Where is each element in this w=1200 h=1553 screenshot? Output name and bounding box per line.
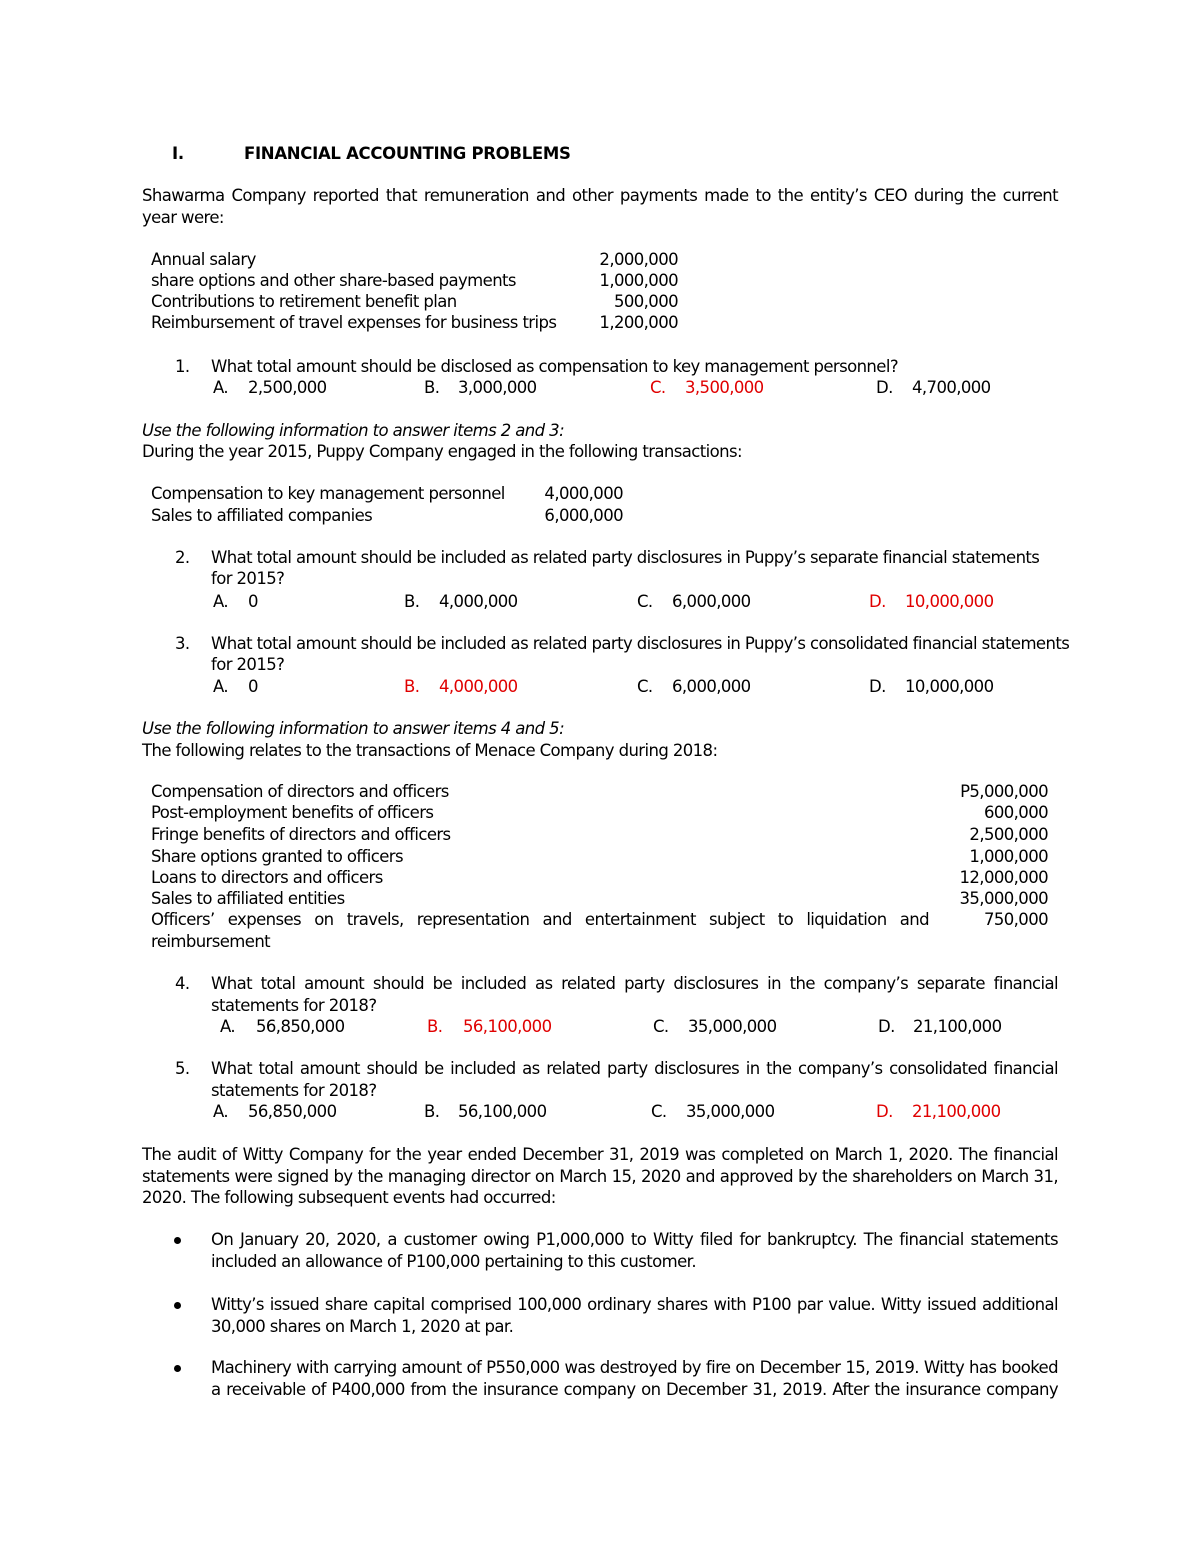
witty-paragraph: The audit of Witty Company for the year ended December 31, 2019 was completed on March 1, 2020. The financial statements were signed by the managing director on March 15, 2020 and approved by the shareholders on March 31, 2020. The following subsequent events had occurred: xyxy=(142,1145,1058,1207)
info-text-4-5: The following relates to the transactions of Menace Company during 2018: xyxy=(142,741,718,760)
table-row-label: Post-employment benefits of officers xyxy=(151,803,434,822)
table-row-value: 600,000 xyxy=(983,803,1048,822)
option-value: 56,100,000 xyxy=(458,1102,547,1121)
option-value-answer: 21,100,000 xyxy=(912,1102,1001,1121)
table-row-label: Fringe benefits of directors and officers xyxy=(151,825,451,844)
question-number: 5. xyxy=(175,1059,190,1078)
list-item: Machinery with carrying amount of P550,000 was destroyed by fire on December 15, 2019. Witty has booked a receivable of P400,000 from the insurance company on December 31, 2019. After the insurance company xyxy=(211,1358,1058,1399)
bullet-icon xyxy=(174,1295,184,1305)
intro-paragraph: Shawarma Company reported that remuneration and other payments made to the entity’s CEO during the current year were: xyxy=(142,186,1058,227)
option-value: 56,850,000 xyxy=(256,1017,345,1036)
question-text: What total amount should be included as related party disclosures in Puppy’s consolidated financial statements xyxy=(211,634,1070,653)
option-letter: C. xyxy=(651,1102,667,1121)
option-letter: A. xyxy=(213,1102,229,1121)
option-value-answer: 10,000,000 xyxy=(905,592,994,611)
table-row-value: 1,000,000 xyxy=(599,271,678,290)
option-letter-answer: D. xyxy=(869,592,886,611)
option-value: 35,000,000 xyxy=(688,1017,777,1036)
option-letter-answer: B. xyxy=(427,1017,443,1036)
table-row-label: Annual salary xyxy=(151,250,256,269)
table-row-value: 6,000,000 xyxy=(544,506,623,525)
option-letter: C. xyxy=(637,677,653,696)
table-row-value: 750,000 xyxy=(983,910,1048,929)
table-row-label: Sales to affiliated companies xyxy=(151,506,373,525)
section-title: FINANCIAL ACCOUNTING PROBLEMS xyxy=(244,144,571,163)
option-letter: D. xyxy=(876,378,893,397)
question-number: 2. xyxy=(175,548,190,567)
option-letter: C. xyxy=(637,592,653,611)
question-number: 3. xyxy=(175,634,190,653)
option-value: 6,000,000 xyxy=(672,592,751,611)
question-number: 4. xyxy=(175,974,190,993)
option-letter: A. xyxy=(213,592,229,611)
option-value-answer: 3,500,000 xyxy=(685,378,764,397)
table-row-label: Reimbursement of travel expenses for business trips xyxy=(151,313,557,332)
question-text-continued: for 2015? xyxy=(211,655,285,674)
option-value: 21,100,000 xyxy=(913,1017,1002,1036)
table-row-label: Loans to directors and officers xyxy=(151,868,383,887)
option-value-answer: 4,000,000 xyxy=(439,677,518,696)
option-value: 35,000,000 xyxy=(686,1102,775,1121)
table-row-label: Compensation to key management personnel xyxy=(151,484,505,503)
list-item: Witty’s issued share capital comprised 100,000 ordinary shares with P100 par value. Witty issued additional 30,000 shares on March 1, 2020 at par. xyxy=(211,1295,1058,1336)
bullet-icon xyxy=(174,1358,184,1368)
table-row-value: 2,500,000 xyxy=(969,825,1048,844)
section-number: I. xyxy=(172,144,184,163)
table-row-value: 35,000,000 xyxy=(959,889,1048,908)
table-row-label: Compensation of directors and officers xyxy=(151,782,449,801)
table-row-value: 12,000,000 xyxy=(959,868,1048,887)
info-lead-4-5: Use the following information to answer items 4 and 5: xyxy=(142,719,565,738)
question-text-continued: for 2015? xyxy=(211,569,285,588)
table-row-value: P5,000,000 xyxy=(960,782,1048,801)
option-value: 6,000,000 xyxy=(672,677,751,696)
table-row-value: 2,000,000 xyxy=(599,250,678,269)
question-text: What total amount should be included as related party disclosures in the company’s separate financial statements for 2018? xyxy=(211,974,1058,1015)
table-row-label: Contributions to retirement benefit plan xyxy=(151,292,457,311)
question-text: What total amount should be disclosed as compensation to key management personnel? xyxy=(211,357,898,376)
option-letter: A. xyxy=(213,378,229,397)
table-row-label: share options and other share-based payments xyxy=(151,271,516,290)
option-value: 56,850,000 xyxy=(248,1102,337,1121)
list-item: On January 20, 2020, a customer owing P1,000,000 to Witty filed for bankruptcy. The financial statements included an allowance of P100,000 pertaining to this customer. xyxy=(211,1230,1058,1271)
option-value: 2,500,000 xyxy=(248,378,327,397)
option-value: 10,000,000 xyxy=(905,677,994,696)
option-value: 4,000,000 xyxy=(439,592,518,611)
option-letter-answer: D. xyxy=(876,1102,893,1121)
option-letter-answer: B. xyxy=(404,677,420,696)
question-text: What total amount should be included as related party disclosures in Puppy’s separate financial statements xyxy=(211,548,1040,567)
option-letter: D. xyxy=(878,1017,895,1036)
question-text: What total amount should be included as related party disclosures in the company’s consolidated financial statements for 2018? xyxy=(211,1059,1058,1100)
info-text-2-3: During the year 2015, Puppy Company engaged in the following transactions: xyxy=(142,442,742,461)
question-number: 1. xyxy=(175,357,190,376)
option-letter: B. xyxy=(404,592,420,611)
option-letter: D. xyxy=(869,677,886,696)
option-value: 4,700,000 xyxy=(912,378,991,397)
table-row-label: Share options granted to officers xyxy=(151,847,403,866)
option-letter: A. xyxy=(213,677,229,696)
option-letter-answer: C. xyxy=(650,378,666,397)
table-row-value: 1,000,000 xyxy=(969,847,1048,866)
table-row-label: Sales to affiliated entities xyxy=(151,889,345,908)
table-row-label: Officers’ expenses on travels, representation and entertainment subject to liquidation and reimbursement xyxy=(151,910,929,951)
bullet-icon xyxy=(174,1230,184,1240)
option-value: 3,000,000 xyxy=(458,378,537,397)
table-row-value: 500,000 xyxy=(613,292,678,311)
option-value: 0 xyxy=(248,677,258,696)
option-value: 0 xyxy=(248,592,258,611)
table-row-value: 4,000,000 xyxy=(544,484,623,503)
info-lead-2-3: Use the following information to answer items 2 and 3: xyxy=(142,421,565,440)
option-letter: A. xyxy=(220,1017,236,1036)
option-letter: C. xyxy=(653,1017,669,1036)
option-letter: B. xyxy=(424,1102,440,1121)
option-value-answer: 56,100,000 xyxy=(463,1017,552,1036)
table-row-value: 1,200,000 xyxy=(599,313,678,332)
option-letter: B. xyxy=(424,378,440,397)
